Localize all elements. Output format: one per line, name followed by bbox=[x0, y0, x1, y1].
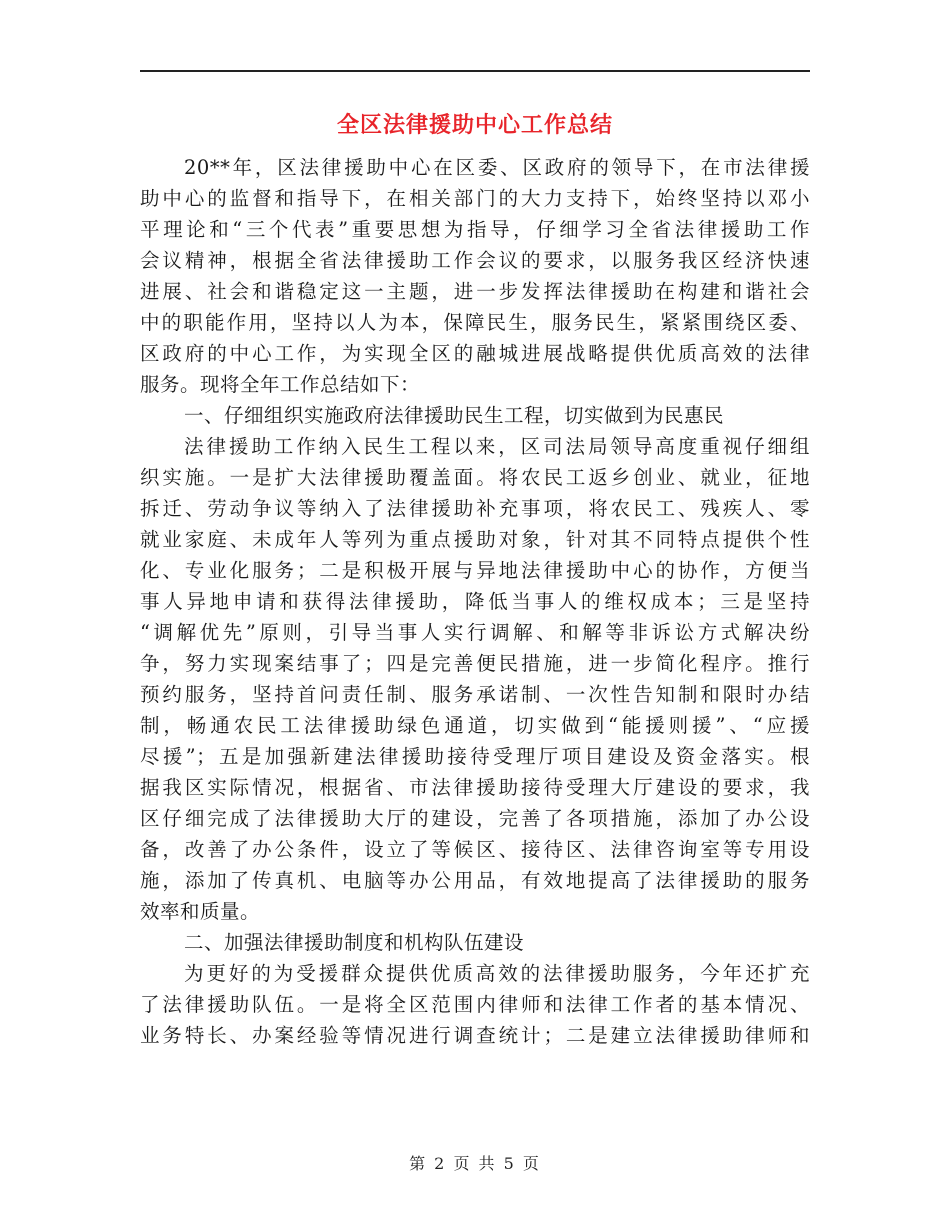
text-line: 为更好的为受援群众提供优质高效的法律援助服务，今年还扩充 bbox=[184, 962, 810, 985]
text-line: 服务。现将全年工作总结如下： bbox=[140, 373, 421, 396]
text-line: 就业家庭、未成年人等列为重点援助对象，针对其不同特点提供个性 bbox=[140, 528, 810, 551]
text-line: 制，畅通农民工法律援助绿色通道，切实做到“能援则援”、“应援 bbox=[140, 714, 810, 737]
text-line: 拆迁、劳动争议等纳入了法律援助补充事项，将农民工、残疾人、零 bbox=[140, 497, 810, 520]
text-line: 平理论和“三个代表”重要思想为指导，仔细学习全省法律援助工作 bbox=[140, 218, 810, 241]
document-title: 全区法律援助中心工作总结 bbox=[336, 113, 613, 138]
text-line: 织实施。一是扩大法律援助覆盖面。将农民工返乡创业、就业，征地 bbox=[140, 466, 810, 489]
text-line: 据我区实际情况，根据省、市法律援助接待受理大厅建设的要求，我 bbox=[140, 776, 810, 799]
text-line: 备，改善了办公条件，设立了等候区、接待区、法律咨询室等专用设 bbox=[140, 838, 810, 861]
document-body bbox=[140, 152, 810, 1051]
text-line: 了法律援助队伍。一是将全区范围内律师和法律工作者的基本情况、 bbox=[140, 993, 810, 1016]
text-line: 预约服务，坚持首问责任制、服务承诺制、一次性告知制和限时办结 bbox=[140, 683, 810, 706]
text-line: 施，添加了传真机、电脑等办公用品，有效地提高了法律援助的服务 bbox=[140, 869, 810, 892]
text-line: 二、加强法律援助制度和机构队伍建设 bbox=[184, 931, 525, 954]
text-line: 法律援助工作纳入民生工程以来，区司法局领导高度重视仔细组 bbox=[184, 435, 810, 458]
text-line: 中的职能作用，坚持以人为本，保障民生，服务民生，紧紧围绕区委、 bbox=[140, 311, 810, 334]
text-line: 业务特长、办案经验等情况进行调查统计；二是建立法律援助律师和 bbox=[140, 1024, 810, 1047]
text-line: 一、仔细组织实施政府法律援助民生工程，切实做到为民惠民 bbox=[184, 404, 725, 427]
text-line: 化、专业化服务；二是积极开展与异地法律援助中心的协作，方便当 bbox=[140, 559, 810, 582]
text-line: 区仔细完成了法律援助大厅的建设，完善了各项措施，添加了办公设 bbox=[140, 807, 810, 830]
text-line: 尽援”；五是加强新建法律援助接待受理厅项目建设及资金落实。根 bbox=[140, 745, 810, 768]
text-line: 进展、社会和谐稳定这一主题，进一步发挥法律援助在构建和谐社会 bbox=[140, 280, 810, 303]
text-line: 20**年，区法律援助中心在区委、区政府的领导下，在市法律援 bbox=[184, 156, 810, 179]
text-line: 会议精神，根据全省法律援助工作会议的要求，以服务我区经济快速 bbox=[140, 249, 810, 272]
text-line: 助中心的监督和指导下，在相关部门的大力支持下，始终坚持以邓小 bbox=[140, 187, 810, 210]
text-line: 事人异地申请和获得法律援助，降低当事人的维权成本；三是坚持 bbox=[140, 590, 810, 613]
text-line: 效率和质量。 bbox=[140, 900, 261, 923]
text-line: 区政府的中心工作，为实现全区的融城进展战略提供优质高效的法律 bbox=[140, 342, 810, 365]
header-rule bbox=[140, 70, 810, 72]
page-footer: 第 2 页 共 5 页 bbox=[409, 1154, 541, 1173]
text-line: “调解优先”原则，引导当事人实行调解、和解等非诉讼方式解决纷 bbox=[140, 621, 810, 644]
text-line: 争，努力实现案结事了；四是完善便民措施，进一步简化程序。推行 bbox=[140, 652, 810, 675]
